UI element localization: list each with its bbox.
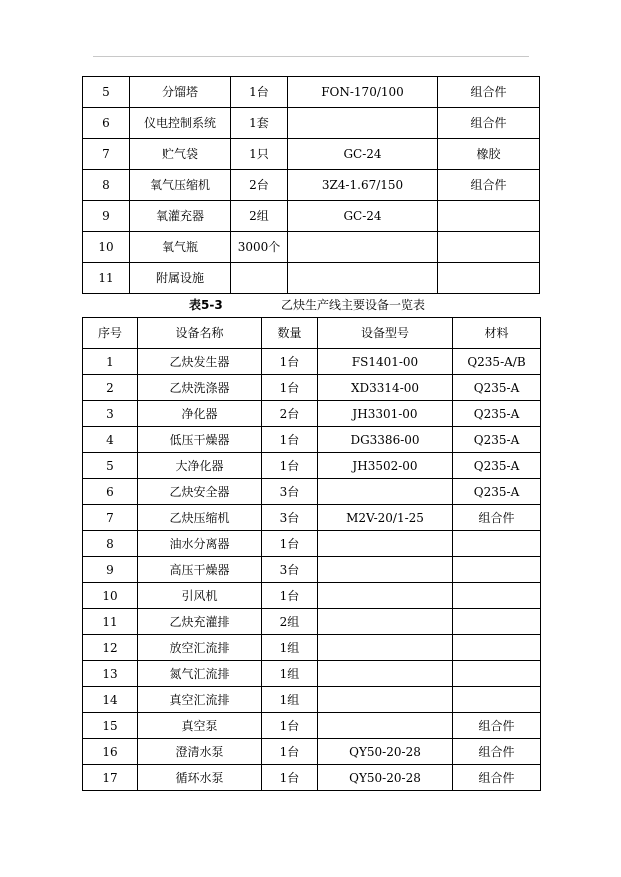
cell-index: 14	[83, 687, 138, 713]
table-row	[83, 263, 540, 294]
cell-index: 5	[83, 453, 138, 479]
header-row	[83, 318, 541, 349]
cell-index: 3	[83, 401, 138, 427]
cell-model: JH3502-00	[318, 453, 453, 479]
cell-index: 2	[83, 375, 138, 401]
cell-model: XD3314-00	[318, 375, 453, 401]
cell-material	[453, 583, 541, 609]
cell-quantity: 3台	[262, 505, 318, 531]
cell-material: 组合件	[453, 713, 541, 739]
cell-material: 组合件	[438, 77, 540, 108]
cell-quantity: 1套	[231, 108, 288, 139]
cell-material	[453, 635, 541, 661]
cell-index: 13	[83, 661, 138, 687]
cell-name: 放空汇流排	[138, 635, 262, 661]
cell-model: 3Z4-1.67/150	[288, 170, 438, 201]
cell-material	[453, 557, 541, 583]
cell-model	[318, 713, 453, 739]
cell-quantity: 1台	[262, 531, 318, 557]
cell-material	[453, 661, 541, 687]
cell-name: 贮气袋	[130, 139, 231, 170]
cell-model: QY50-20-28	[318, 765, 453, 791]
cell-quantity: 1组	[262, 635, 318, 661]
cell-material: Q235-A	[453, 479, 541, 505]
cell-quantity: 1只	[231, 139, 288, 170]
table-row	[83, 531, 541, 557]
cell-material	[438, 201, 540, 232]
cell-material: 组合件	[453, 765, 541, 791]
cell-material: Q235-A	[453, 453, 541, 479]
cell-material: Q235-A/B	[453, 349, 541, 375]
table-row	[83, 479, 541, 505]
cell-name: 氮气汇流排	[138, 661, 262, 687]
table-row	[83, 139, 540, 170]
table-row	[83, 108, 540, 139]
cell-quantity: 1组	[262, 661, 318, 687]
cell-name: 附属设施	[130, 263, 231, 294]
cell-model: GC-24	[288, 139, 438, 170]
table-row	[83, 687, 541, 713]
cell-quantity: 1台	[262, 765, 318, 791]
col-header-quantity: 数量	[262, 318, 318, 349]
cell-quantity: 2台	[231, 170, 288, 201]
cell-material	[453, 687, 541, 713]
cell-index: 7	[83, 505, 138, 531]
cell-index: 10	[83, 583, 138, 609]
cell-index: 4	[83, 427, 138, 453]
table-row	[83, 401, 541, 427]
cell-index: 5	[83, 77, 130, 108]
cell-model: FS1401-00	[318, 349, 453, 375]
cell-model: JH3301-00	[318, 401, 453, 427]
cell-index: 15	[83, 713, 138, 739]
cell-quantity: 1台	[262, 453, 318, 479]
cell-index: 8	[83, 531, 138, 557]
cell-name: 高压干燥器	[138, 557, 262, 583]
cell-name: 分馏塔	[130, 77, 231, 108]
table-row	[83, 583, 541, 609]
cell-index: 1	[83, 349, 138, 375]
cell-index: 6	[83, 108, 130, 139]
cell-name: 引风机	[138, 583, 262, 609]
header-rule	[93, 56, 529, 57]
cell-quantity: 1台	[262, 375, 318, 401]
cell-name: 大净化器	[138, 453, 262, 479]
cell-name: 循环水泵	[138, 765, 262, 791]
col-header-index: 序号	[83, 318, 138, 349]
col-header-name: 设备名称	[138, 318, 262, 349]
cell-material	[453, 609, 541, 635]
cell-model	[318, 635, 453, 661]
table-row	[83, 635, 541, 661]
table-title: 乙炔生产线主要设备一览表	[281, 298, 426, 312]
cell-quantity: 3000个	[231, 232, 288, 263]
cell-model	[318, 687, 453, 713]
cell-model	[318, 583, 453, 609]
cell-quantity: 2组	[262, 609, 318, 635]
cell-name: 氧气压缩机	[130, 170, 231, 201]
cell-model	[288, 263, 438, 294]
cell-quantity	[231, 263, 288, 294]
cell-model: DG3386-00	[318, 427, 453, 453]
cell-index: 9	[83, 557, 138, 583]
cell-material	[438, 232, 540, 263]
col-header-model: 设备型号	[318, 318, 453, 349]
cell-model: QY50-20-28	[318, 739, 453, 765]
cell-material: Q235-A	[453, 375, 541, 401]
oxygen-equipment-table-continued	[82, 76, 540, 294]
cell-index: 10	[83, 232, 130, 263]
cell-quantity: 1台	[262, 427, 318, 453]
table-number: 表5-3	[189, 298, 223, 312]
table-row	[83, 375, 541, 401]
cell-name: 氧灌充器	[130, 201, 231, 232]
table-row	[83, 170, 540, 201]
cell-material: 组合件	[453, 739, 541, 765]
cell-quantity: 2组	[231, 201, 288, 232]
table-row	[83, 232, 540, 263]
table-row	[83, 349, 541, 375]
cell-index: 6	[83, 479, 138, 505]
cell-model	[318, 609, 453, 635]
cell-material: Q235-A	[453, 401, 541, 427]
cell-name: 真空泵	[138, 713, 262, 739]
cell-index: 7	[83, 139, 130, 170]
cell-model	[288, 232, 438, 263]
cell-index: 9	[83, 201, 130, 232]
cell-quantity: 1台	[262, 739, 318, 765]
cell-quantity: 1台	[231, 77, 288, 108]
cell-material	[438, 263, 540, 294]
cell-model	[318, 531, 453, 557]
cell-index: 12	[83, 635, 138, 661]
cell-quantity: 1台	[262, 713, 318, 739]
table2-body	[83, 349, 541, 791]
cell-model: M2V-20/1-25	[318, 505, 453, 531]
cell-index: 8	[83, 170, 130, 201]
cell-name: 氧气瓶	[130, 232, 231, 263]
table-row	[83, 739, 541, 765]
table-row	[83, 453, 541, 479]
cell-quantity: 3台	[262, 557, 318, 583]
cell-material: 组合件	[453, 505, 541, 531]
table-row	[83, 505, 541, 531]
cell-quantity: 1台	[262, 349, 318, 375]
cell-index: 17	[83, 765, 138, 791]
cell-material: Q235-A	[453, 427, 541, 453]
cell-index: 16	[83, 739, 138, 765]
table-row	[83, 557, 541, 583]
cell-quantity: 1台	[262, 583, 318, 609]
cell-model	[318, 479, 453, 505]
cell-quantity: 3台	[262, 479, 318, 505]
table-row	[83, 661, 541, 687]
cell-quantity: 2台	[262, 401, 318, 427]
cell-quantity: 1组	[262, 687, 318, 713]
cell-material	[453, 531, 541, 557]
cell-name: 乙炔压缩机	[138, 505, 262, 531]
cell-name: 乙炔发生器	[138, 349, 262, 375]
cell-name: 低压干燥器	[138, 427, 262, 453]
cell-name: 澄清水泵	[138, 739, 262, 765]
table-row	[83, 201, 540, 232]
table-row	[83, 77, 540, 108]
cell-model	[318, 557, 453, 583]
cell-name: 仪电控制系统	[130, 108, 231, 139]
cell-index: 11	[83, 609, 138, 635]
table-row	[83, 609, 541, 635]
cell-name: 净化器	[138, 401, 262, 427]
cell-model: FON-170/100	[288, 77, 438, 108]
cell-name: 乙炔洗涤器	[138, 375, 262, 401]
table1-body	[83, 77, 540, 294]
cell-model: GC-24	[288, 201, 438, 232]
cell-material: 组合件	[438, 108, 540, 139]
table-row	[83, 765, 541, 791]
table2-header	[83, 318, 541, 349]
cell-name: 真空汇流排	[138, 687, 262, 713]
table-row	[83, 427, 541, 453]
table-row	[83, 713, 541, 739]
cell-material: 组合件	[438, 170, 540, 201]
cell-index: 11	[83, 263, 130, 294]
cell-material: 橡胶	[438, 139, 540, 170]
cell-model	[288, 108, 438, 139]
col-header-material: 材料	[453, 318, 541, 349]
cell-name: 乙炔安全器	[138, 479, 262, 505]
cell-model	[318, 661, 453, 687]
cell-name: 乙炔充灌排	[138, 609, 262, 635]
cell-name: 油水分离器	[138, 531, 262, 557]
acetylene-equipment-table	[82, 317, 541, 791]
